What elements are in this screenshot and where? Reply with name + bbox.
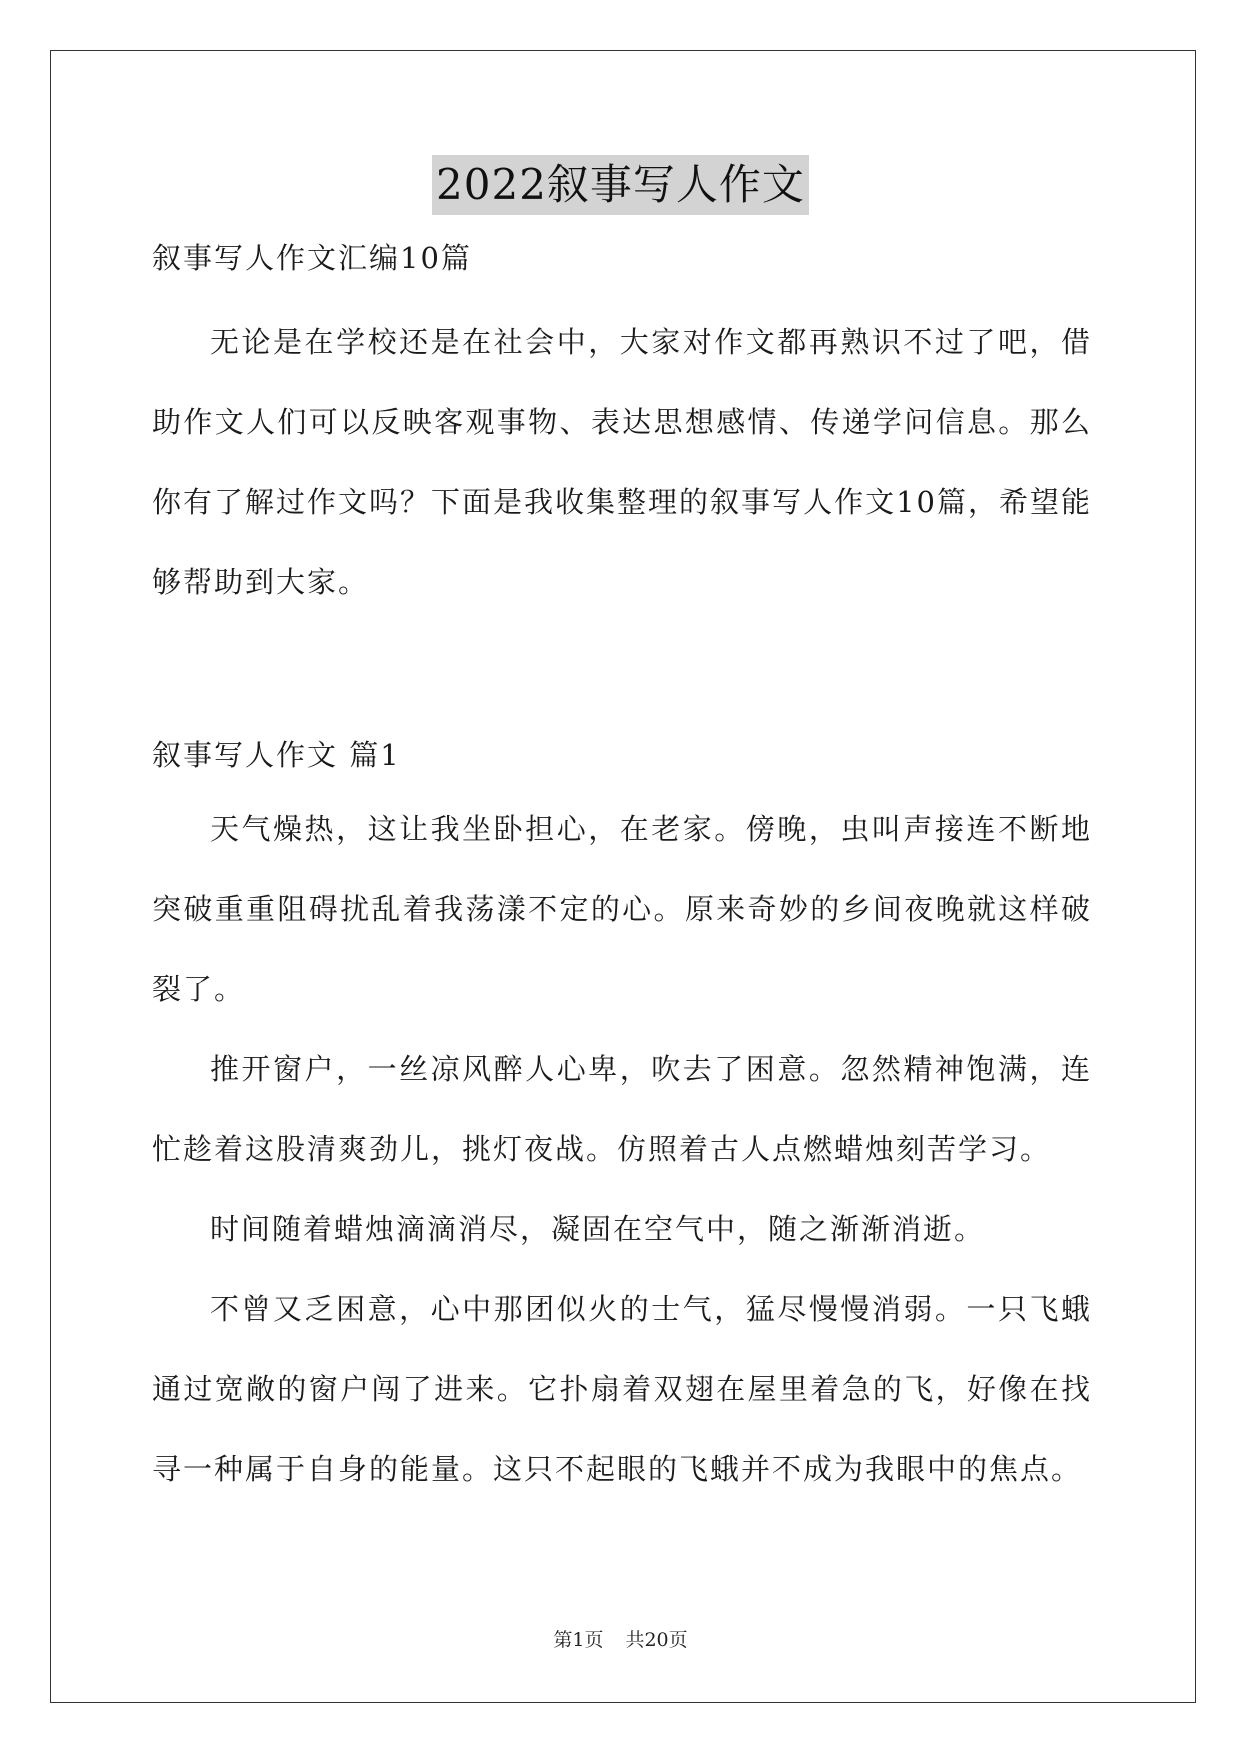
body-paragraph: 天气燥热，这让我坐卧担心，在老家。傍晚，虫叫声接连不断地突破重重阻碍扰乱着我荡漾不定的心。原来奇妙的乡间夜晚就这样破裂了。 [152, 812, 1092, 1006]
intro-paragraph: 无论是在学校还是在社会中，大家对作文都再熟识不过了吧，借助作文人们可以反映客观事物、表达思想感情、传递学问信息。那么你有了解过作文吗？下面是我收集整理的叙事写人作文10篇，希望能够帮助到大家。 [152, 325, 1092, 599]
document-title: 2022叙事写人作文 [432, 155, 809, 215]
page-footer [0, 1628, 1241, 1652]
body-paragraph: 推开窗户，一丝凉风醉人心卑，吹去了困意。忽然精神饱满，连忙趁着这股清爽劲儿，挑灯夜战。仿照着古人点燃蜡烛刻苦学习。 [152, 1052, 1092, 1166]
document-body [152, 238, 1092, 1509]
page-total: 共20页 [625, 1629, 688, 1651]
section-heading: 叙事写人作文 篇1 [152, 738, 401, 772]
body-paragraph: 时间随着蜡烛滴滴消尽，凝固在空气中，随之渐渐消逝。 [210, 1212, 986, 1246]
collection-heading: 叙事写人作文汇编10篇 [152, 241, 472, 275]
title-container [0, 155, 1241, 215]
body-paragraph: 不曾又乏困意，心中那团似火的士气，猛尽慢慢消弱。一只飞蛾通过宽敞的窗户闯了进来。它扑扇着双翅在屋里着急的飞，好像在找寻一种属于自身的能量。这只不起眼的飞蛾并不成为我眼中的焦点。 [152, 1292, 1092, 1486]
page-number: 第1页 [553, 1629, 604, 1651]
